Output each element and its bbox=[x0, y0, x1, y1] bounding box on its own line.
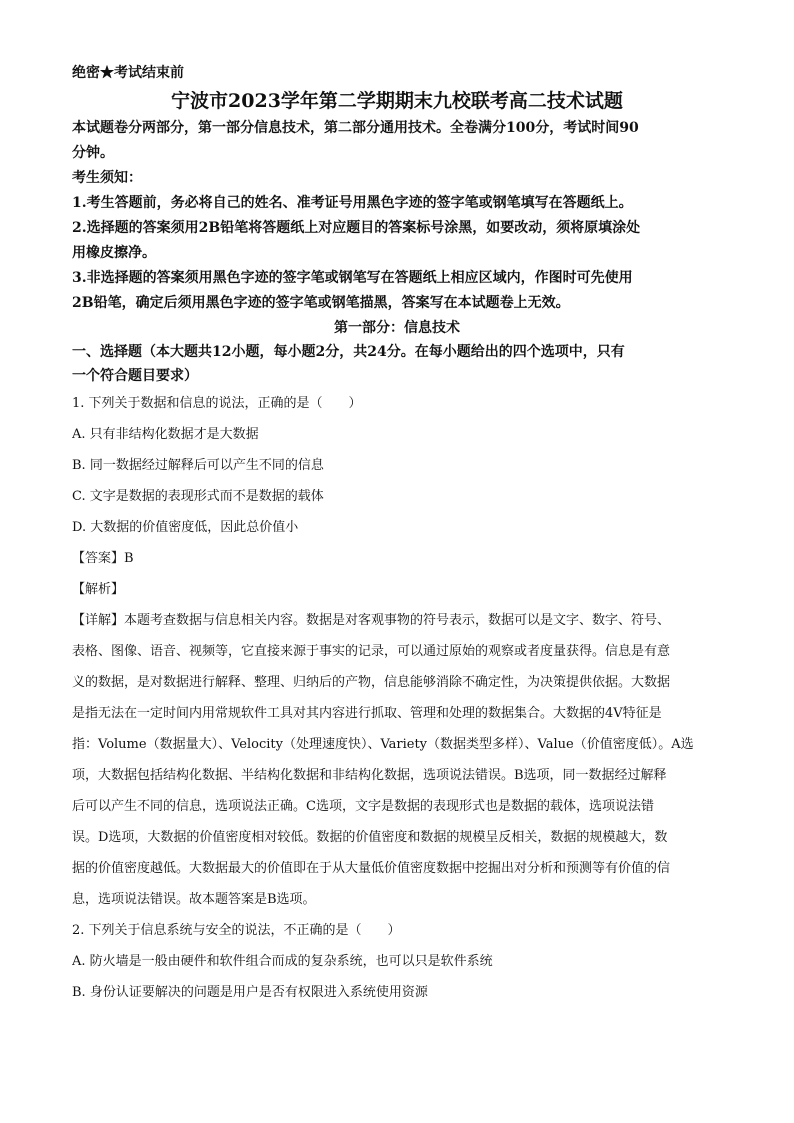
part-heading: 第一部分：信息技术 bbox=[334, 320, 460, 336]
answer-tag: 【答案】 bbox=[72, 551, 125, 566]
explanation-line: 表格、图像、语音、视频等，它直接来源于事实的记录，可以通过原始的观察或者度量获得。信息是有意 bbox=[72, 644, 671, 659]
explanation-line: 项，大数据包括结构化数据、半结构化数据和非结构化数据，选项说法错误。B选项，同一数据经过解释 bbox=[72, 768, 667, 783]
question-stem: 2. 下列关于信息系统与安全的说法，不正确的是（ ） bbox=[72, 923, 401, 938]
explanation-line: 据的价值密度越低。大数据最大的价值即在于从大量低价值密度数据中挖掘出对分析和预测等有价值的信 bbox=[72, 861, 671, 876]
explanation-line: 是指无法在一定时间内用常规软件工具对其内容进行抓取、管理和处理的数据集合。大数据的4V特征是 bbox=[72, 706, 662, 721]
page-title: 宁波市2023学年第二学期期末九校联考高二技术试题 bbox=[171, 90, 623, 112]
option-a: A. 防火墙是一般由硬件和软件组合而成的复杂系统，也可以只是软件系统 bbox=[72, 954, 493, 969]
explanation-line: 误。D选项，大数据的价值密度相对较低。数据的价值密度和数据的规模呈反相关，数据的规模越大，数 bbox=[72, 830, 668, 845]
question-1 bbox=[72, 388, 722, 543]
instruction-line: 分钟。 bbox=[72, 145, 114, 161]
explanation-line: 息，选项说法错误。故本题答案是B选项。 bbox=[72, 892, 316, 907]
option-b: B. 身份认证要解决的问题是用户是否有权限进入系统使用资源 bbox=[72, 985, 428, 1000]
confidential-label: 绝密★考试结束前 bbox=[72, 65, 184, 81]
analysis-tag: 【解析】 bbox=[72, 582, 125, 597]
option-d: D. 大数据的价值密度低，因此总价值小 bbox=[72, 520, 299, 535]
explanation-line: 指：Volume（数据量大）、Velocity（处理速度快）、Variety（数据类型多样）、Value（价值密度低）。A选 bbox=[72, 737, 694, 752]
instruction-line: 2B铅笔，确定后须用黑色字迹的签字笔或钢笔描黑，答案写在本试题卷上无效。 bbox=[72, 295, 570, 311]
question-stem: 1. 下列关于数据和信息的说法，正确的是（ ） bbox=[72, 396, 362, 411]
instruction-line: 本试题卷分两部分，第一部分信息技术，第二部分通用技术。全卷满分100分，考试时间90 bbox=[72, 120, 639, 136]
option-a: A. 只有非结构化数据才是大数据 bbox=[72, 427, 259, 442]
question-2 bbox=[72, 915, 722, 1008]
instruction-line: 2.选择题的答案须用2B铅笔将答题纸上对应题目的答案标号涂黑，如要改动，须将原填涂处 bbox=[72, 220, 641, 236]
section-heading-line: 一个符合题目要求） bbox=[72, 368, 198, 384]
section-heading-line: 一、选择题（本大题共12小题，每小题2分，共24分。在每小题给出的四个选项中，只有 bbox=[72, 344, 625, 360]
answer-value: B bbox=[124, 551, 134, 566]
instruction-line: 考生须知： bbox=[72, 170, 142, 186]
explanation bbox=[72, 605, 722, 915]
exam-page bbox=[72, 62, 722, 1008]
instruction-line: 1.考生答题前，务必将自己的姓名、准考证号用黑色字迹的签字笔或钢笔填写在答题纸上。 bbox=[72, 195, 633, 211]
explanation-line: 义的数据，是对数据进行解释、整理、归纳后的产物，信息能够消除不确定性，为决策提供依据。大数据 bbox=[72, 675, 671, 690]
option-c: C. 文字是数据的表现形式而不是数据的载体 bbox=[72, 489, 324, 504]
instruction-line: 用橡皮擦净。 bbox=[72, 245, 156, 261]
explanation-line: 【详解】本题考查数据与信息相关内容。数据是对客观事物的符号表示，数据可以是文字、数字、符号、 bbox=[72, 613, 671, 628]
option-b: B. 同一数据经过解释后可以产生不同的信息 bbox=[72, 458, 324, 473]
answer-line bbox=[72, 543, 722, 574]
exam-instructions bbox=[72, 116, 722, 316]
instruction-line: 3.非选择题的答案须用黑色字迹的签字笔或钢笔写在答题纸上相应区域内，作图时可先使用 bbox=[72, 270, 633, 286]
explanation-line: 后可以产生不同的信息，选项说法正确。C选项，文字是数据的表现形式也是数据的载体，选项说法错 bbox=[72, 799, 654, 814]
section-heading bbox=[72, 340, 722, 388]
